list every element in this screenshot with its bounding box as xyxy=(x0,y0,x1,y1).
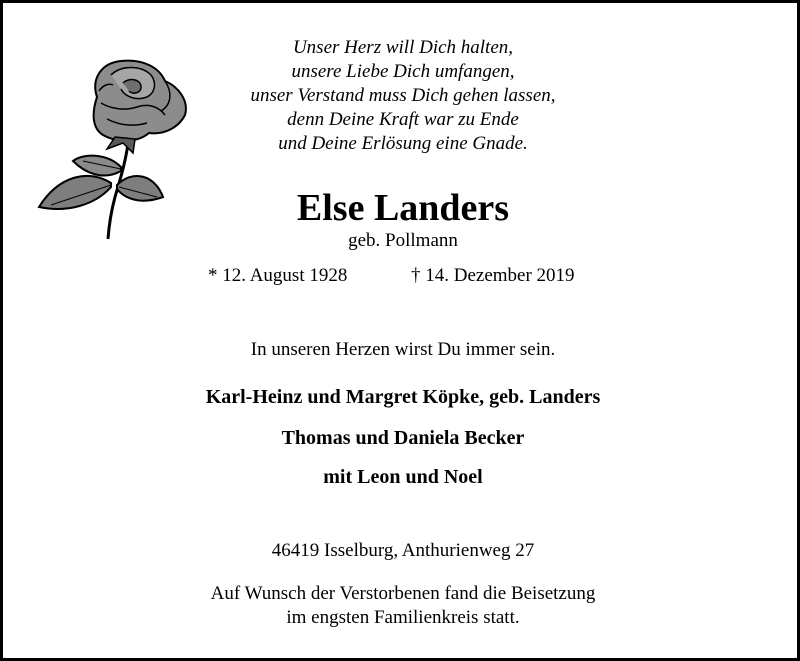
deceased-name: Else Landers xyxy=(296,187,510,229)
poem xyxy=(203,36,603,156)
rose-icon xyxy=(37,57,193,241)
memorial-line: In unseren Herzen wirst Du immer sein. xyxy=(250,339,556,360)
maiden-name: geb. Pollmann xyxy=(348,230,458,251)
birth-date: * 12. August 1928 xyxy=(208,265,348,286)
notice-line: Auf Wunsch der Verstorbenen fand die Beisetzung xyxy=(210,583,596,604)
poem-line: denn Deine Kraft war zu Ende xyxy=(287,109,519,130)
poem-line: unser Verstand muss Dich gehen lassen, xyxy=(250,85,556,106)
death-date: † 14. Dezember 2019 xyxy=(411,265,575,286)
mourner-line: Karl-Heinz und Margret Köpke, geb. Landers xyxy=(205,386,601,408)
poem-line: und Deine Erlösung eine Gnade. xyxy=(278,133,528,154)
poem-line: unsere Liebe Dich umfangen, xyxy=(291,61,515,82)
poem-line: Unser Herz will Dich halten, xyxy=(292,37,514,58)
mourner-line: mit Leon und Noel xyxy=(323,466,483,488)
notice-line: im engsten Familienkreis statt. xyxy=(286,607,520,628)
address: 46419 Isselburg, Anthurienweg 27 xyxy=(271,540,535,561)
mourner-line: Thomas und Daniela Becker xyxy=(281,427,525,449)
